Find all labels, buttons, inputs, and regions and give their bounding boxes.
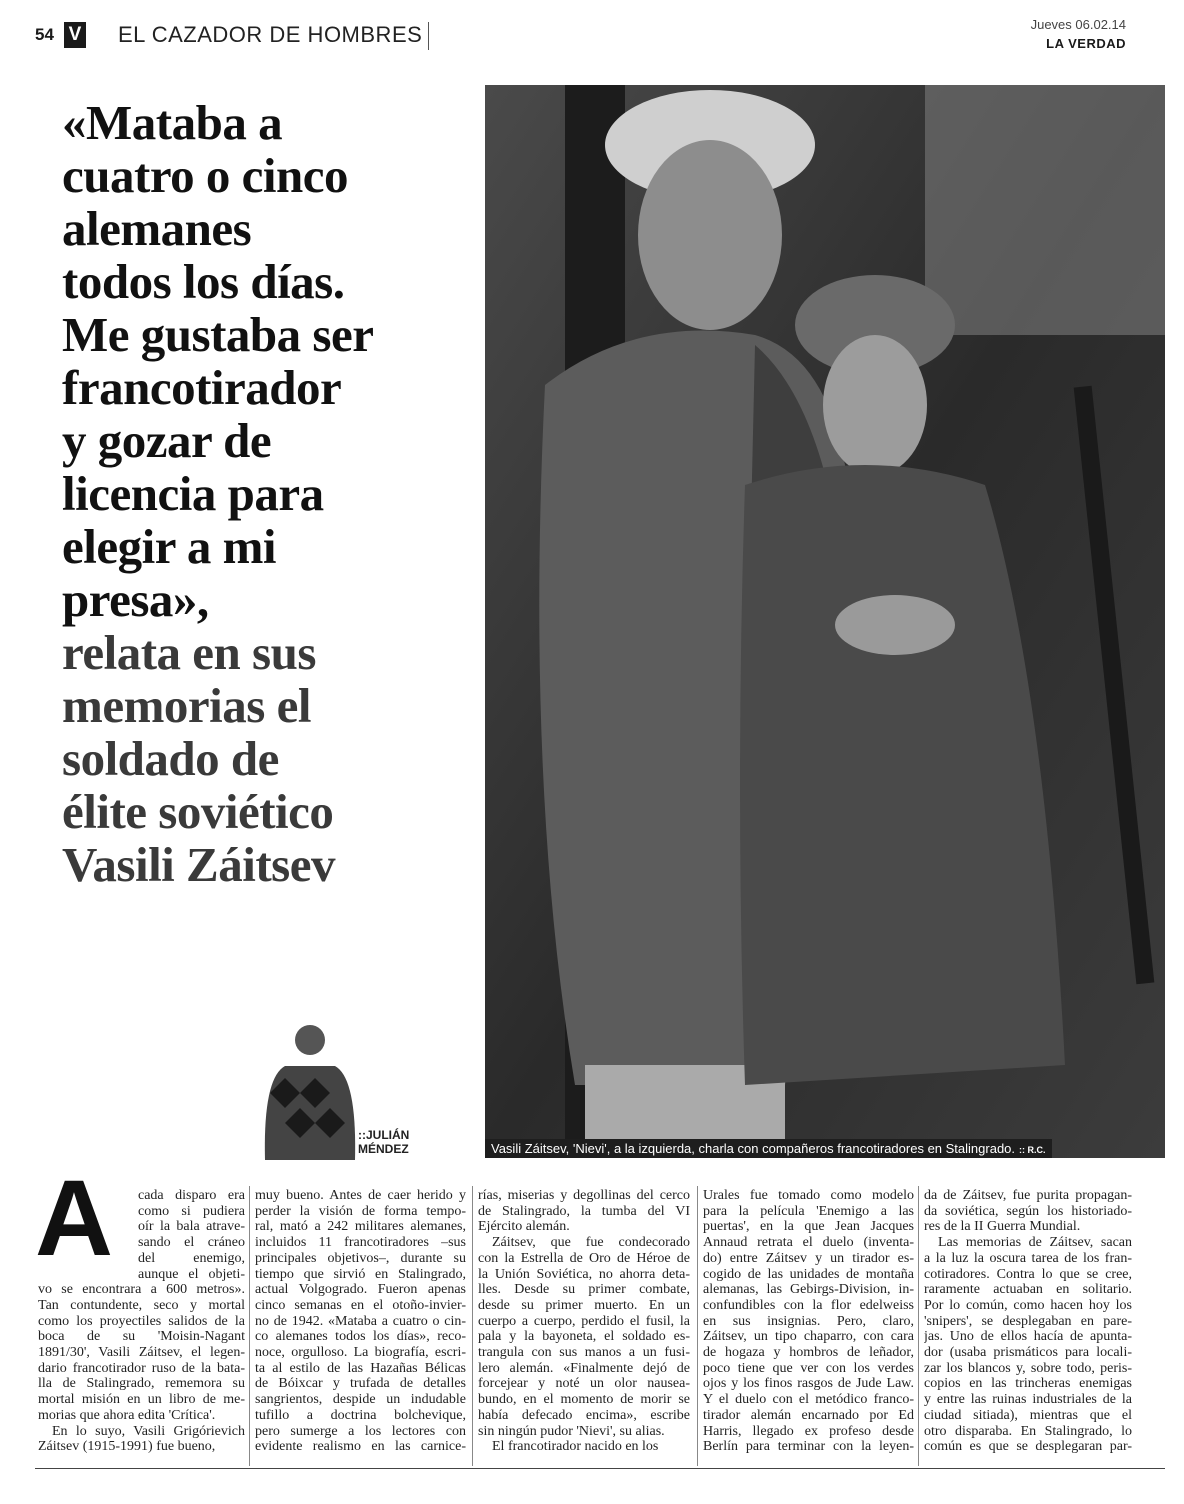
text-line: principales objetivos–, durante su — [255, 1250, 466, 1266]
text-line: tiempo que sirvió en Stalingrado, — [255, 1266, 466, 1282]
text-line: puertas', en la que Jean Jacques — [703, 1219, 914, 1235]
photo-caption — [485, 1139, 1052, 1158]
article-column — [38, 1188, 245, 1455]
text-line: boca de su 'Moisin-Nagant — [38, 1329, 245, 1345]
article-paragraph — [478, 1235, 690, 1439]
text-line: Harris, llegado ex profeso desde — [703, 1423, 914, 1439]
text-line: como si pudiera — [138, 1203, 245, 1219]
headline — [62, 96, 482, 891]
article-paragraph — [255, 1188, 466, 1455]
text-line: res de la II Guerra Mundial. — [924, 1219, 1081, 1235]
headline-line: Vasili Záitsev — [62, 837, 335, 892]
text-line: Berlín para terminar con la leyen- — [703, 1439, 914, 1455]
text-line: del enemigo, — [138, 1250, 245, 1266]
article-column — [255, 1188, 466, 1455]
column-divider — [472, 1186, 473, 1466]
text-line: jas. Uno de ellos hacía de apunta- — [924, 1329, 1132, 1345]
text-line: dario francotirador ruso de la bata- — [38, 1360, 245, 1376]
bottom-rule — [35, 1468, 1165, 1469]
text-line: cinco semanas en el otoño-invier- — [255, 1297, 466, 1313]
headline-line: soldado de — [62, 731, 279, 786]
text-line: alemanas, las Gebirgs-Division, in- — [703, 1282, 914, 1298]
text-line: confundibles con la flor edelweiss — [703, 1297, 914, 1313]
text-line: lero alemán. «Finalmente dejó de — [478, 1360, 690, 1376]
text-line: incluidos 11 francotiradores –sus — [255, 1235, 466, 1251]
text-line: a la luz la oscura tarea de los fran- — [924, 1250, 1132, 1266]
article-paragraph — [924, 1188, 1132, 1235]
text-line: Ejército alemán. — [478, 1219, 570, 1235]
article-paragraph — [38, 1424, 245, 1455]
column-divider — [697, 1186, 698, 1466]
text-line: da soviética, según los historiado- — [924, 1203, 1132, 1219]
text-line: la Unión Soviética, no ahorra deta- — [478, 1266, 690, 1282]
text-line: 'snipers', se desplegaban en pare- — [924, 1313, 1132, 1329]
headline-line: presa», — [62, 572, 209, 627]
article-column — [924, 1188, 1132, 1455]
author-last-name: MÉNDEZ — [358, 1142, 409, 1156]
text-line: raramente actuaban en solitario. — [924, 1282, 1132, 1298]
author-first-name: JULIÁN — [366, 1128, 410, 1142]
caption-text: Vasili Záitsev, 'Nievi', a la izquierda, charla con compañeros francotiradores en Stalingrado. — [491, 1141, 1016, 1156]
headline-quote — [62, 96, 482, 626]
text-line: cada disparo era — [138, 1188, 245, 1203]
photo-illustration — [485, 85, 1165, 1158]
text-line: 1891/30', Vasili Záitsev, el legen- — [38, 1345, 245, 1361]
text-line: actual Volgogrado. Fueron apenas — [255, 1282, 466, 1298]
text-line: copios en las trincheras enemigas — [924, 1376, 1132, 1392]
text-line: trangula con sus manos a un fusi- — [478, 1345, 690, 1361]
article-paragraph — [478, 1439, 690, 1455]
text-line: ojos y los finos rasgos de Jude Law. — [703, 1376, 914, 1392]
column-divider — [249, 1186, 250, 1466]
article-paragraph — [478, 1188, 690, 1235]
text-line: Tan contundente, seco y mortal — [38, 1297, 245, 1313]
text-line: vo se encontrara a 600 metros». — [38, 1282, 245, 1298]
newspaper-name: LA VERDAD — [1046, 36, 1126, 51]
text-line: Y el duelo con el metódico franco- — [703, 1392, 914, 1408]
text-line: ta al estilo de las Hazañas Bélicas — [255, 1360, 466, 1376]
headline-line: elegir a mi — [62, 519, 277, 574]
text-line: Záitsev, que fue condecorado — [492, 1235, 690, 1251]
headline-subtitle — [62, 626, 482, 891]
text-line: Annaud retrata el duelo (inventa- — [703, 1235, 914, 1251]
section-title: EL CAZADOR DE HOMBRES — [118, 22, 423, 47]
text-line: común es que se desplegaran par- — [924, 1439, 1132, 1455]
text-line: En lo suyo, Vasili Grigórievich — [52, 1423, 245, 1439]
text-line: bundo, en el momento de morir se — [478, 1392, 690, 1408]
text-line: dor (usaba prismáticos para locali- — [924, 1345, 1132, 1361]
text-line: cuerpo a cuerpo, perdido el fusil, la — [478, 1313, 690, 1329]
header-divider — [428, 22, 429, 50]
text-line: perder la visión de forma tempo- — [255, 1203, 466, 1219]
text-line: desde su primer muerto. En un — [478, 1297, 690, 1313]
text-line: otro disparaba. En Stalingrado, lo — [924, 1423, 1132, 1439]
text-line: ral, mató a 242 militares alemanes, — [255, 1219, 466, 1235]
text-line: rías, miserias y degollinas del cerco — [478, 1188, 690, 1203]
main-photo — [485, 85, 1165, 1158]
text-line: cogido de las unidades de montaña — [703, 1266, 914, 1282]
headline-line: élite soviético — [62, 784, 334, 839]
text-line: había defecado encima», escribe — [478, 1407, 690, 1423]
issue-date: Jueves 06.02.14 — [1030, 17, 1126, 32]
article-column — [478, 1188, 690, 1455]
article-paragraph — [703, 1188, 914, 1455]
page-number: 54 — [35, 25, 54, 44]
text-line: Por lo común, como hacen hoy los — [924, 1297, 1132, 1313]
column-divider — [918, 1186, 919, 1466]
text-line: poco tiene que ver con los verdes — [703, 1360, 914, 1376]
text-line: de hogaza y hombros de leñador, — [703, 1345, 914, 1361]
section-logo: V — [64, 22, 86, 48]
text-line: aunque el objeti- — [138, 1266, 245, 1282]
text-line: sin ningún pudor 'Nievi', su alias. — [478, 1423, 665, 1439]
text-line: evidente realismo en las carnice- — [255, 1439, 466, 1455]
text-line: do) entre Záitsev y un tirador es- — [703, 1250, 914, 1266]
text-line: y entre las ruinas industriales de la — [924, 1392, 1132, 1408]
headline-line: «Mataba a — [62, 95, 283, 150]
text-line: lla de Stalingrado, rememora su — [38, 1376, 245, 1392]
headline-line: memorias el — [62, 678, 311, 733]
author-photo — [255, 1018, 365, 1160]
text-line: de Bóixcar y trufada de detalles — [255, 1376, 466, 1392]
text-line: sando el cráneo — [138, 1235, 245, 1251]
text-line: pala y la bayoneta, el soldado es- — [478, 1329, 690, 1345]
text-line: pero sumerge a los lectores con — [255, 1423, 466, 1439]
text-line: muy bueno. Antes de caer herido y — [255, 1188, 466, 1203]
text-line: da de Záitsev, fue purita propagan- — [924, 1188, 1132, 1203]
author-byline — [358, 1128, 409, 1156]
text-line: ciudad sitiada), mientras que el — [924, 1407, 1132, 1423]
headline-line: cuatro o cinco — [62, 148, 349, 203]
text-line: oír la bala atrave- — [138, 1219, 245, 1235]
text-line: mortal misión en un libro de me- — [38, 1392, 245, 1408]
text-line: El francotirador nacido en los — [492, 1439, 659, 1455]
text-line: en sus insignias. Pero, claro, — [703, 1313, 914, 1329]
text-line: Las memorias de Záitsev, sacan — [938, 1235, 1132, 1251]
text-line: lles. Desde su primer combate, — [478, 1282, 690, 1298]
text-line: con la Estrella de Oro de Héroe de — [478, 1250, 690, 1266]
text-line: como los proyectiles salidos de la — [38, 1313, 245, 1329]
headline-line: licencia para — [62, 466, 324, 521]
text-line: no de 1942. «Mataba a cuatro o cin- — [255, 1313, 466, 1329]
text-line: para la película 'Enemigo a las — [703, 1203, 914, 1219]
text-line: tirador alemán encarnado por Ed — [703, 1407, 914, 1423]
headline-line: francotirador — [62, 360, 342, 415]
byline-prefix: :: — [358, 1128, 366, 1142]
article-column — [703, 1188, 914, 1455]
text-line: sangrientos, despide un indudable — [255, 1392, 466, 1408]
text-line: co alemanes todos los días», reco- — [255, 1329, 466, 1345]
text-line: de Stalingrado, la tumba del VI — [478, 1203, 690, 1219]
text-line: Záitsev (1915-1991) fue bueno, — [38, 1439, 216, 1455]
headline-line: todos los días. — [62, 254, 345, 309]
photo-credit: :: R.C. — [1019, 1145, 1046, 1155]
headline-line: alemanes — [62, 201, 252, 256]
text-line: morias que ahora edita 'Crítica'. — [38, 1407, 216, 1423]
headline-line: y gozar de — [62, 413, 272, 468]
article-paragraph — [924, 1235, 1132, 1455]
text-line: forcejear y noté un olor nausea- — [478, 1376, 690, 1392]
text-line: cotiradores. Contra lo que se cree, — [924, 1266, 1132, 1282]
text-line: zar los blancos y, sobre todo, peris- — [924, 1360, 1132, 1376]
article-paragraph — [38, 1188, 245, 1424]
text-line: noce, orgulloso. La biografía, escri- — [255, 1345, 466, 1361]
text-line: Záitsev, un tipo chaparro, con cara — [703, 1329, 914, 1345]
headline-line: Me gustaba ser — [62, 307, 374, 362]
text-line: tufillo a doctrina bolchevique, — [255, 1407, 466, 1423]
headline-line: relata en sus — [62, 625, 316, 680]
text-line: Urales fue tomado como modelo — [703, 1188, 914, 1203]
drop-cap: A — [35, 1157, 113, 1278]
